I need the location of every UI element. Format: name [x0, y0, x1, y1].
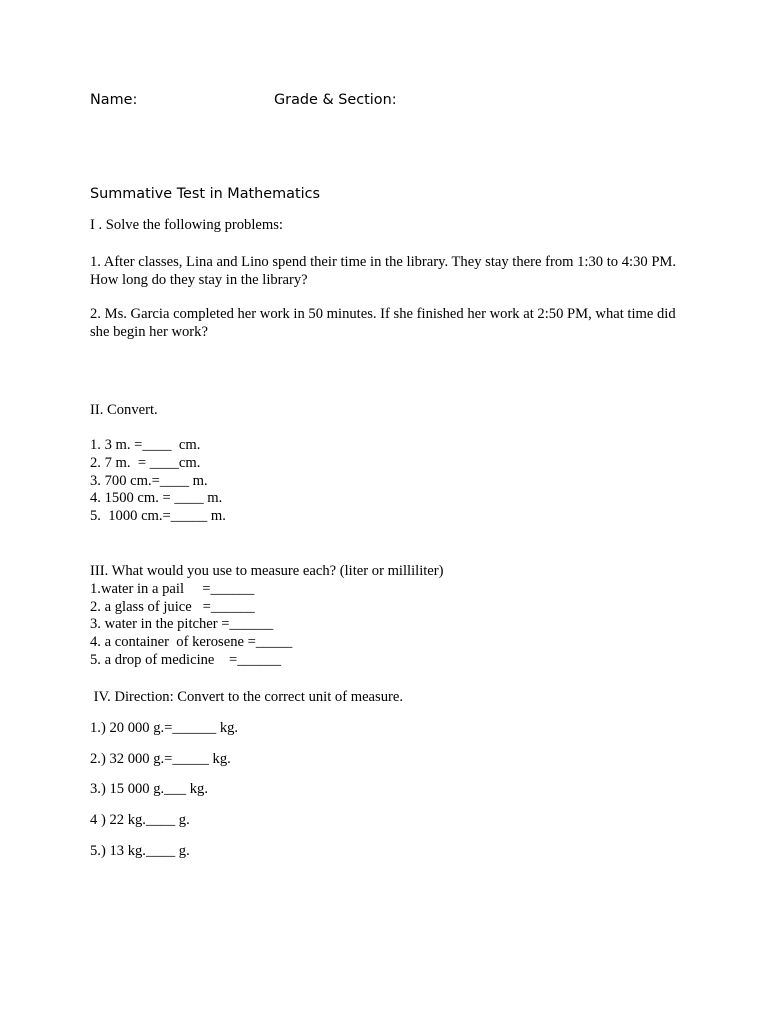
- part3-section: [90, 563, 690, 670]
- grade-section-label: Grade & Section:: [274, 92, 397, 108]
- list-item: 1. 3 m. =____ cm.: [90, 437, 201, 453]
- list-item: 4 ) 22 kg.____ g.: [90, 812, 190, 828]
- part1-heading: [90, 217, 690, 235]
- list-item: 3.) 15 000 g.___ kg.: [90, 781, 208, 797]
- list-item: 2.) 32 000 g.=_____ kg.: [90, 751, 231, 767]
- part4-heading-text: IV. Direction: Convert to the correct unit of measure.: [90, 689, 403, 705]
- list-item: 5.) 13 kg.____ g.: [90, 843, 190, 859]
- part4-item-5: [90, 843, 690, 861]
- test-title: Summative Test in Mathematics: [90, 186, 321, 202]
- part4-heading: [90, 689, 690, 707]
- part4-item-4: [90, 812, 690, 830]
- part2-heading: [90, 402, 690, 420]
- list-item: 3. water in the pitcher =______: [90, 616, 274, 633]
- part4-item-2: [90, 751, 690, 769]
- list-item: 4. a container of kerosene =_____: [90, 634, 293, 651]
- part4-item-1: [90, 720, 690, 738]
- list-item: 2. 7 m. = ____cm.: [90, 454, 201, 471]
- list-item: 1.) 20 000 g.=______ kg.: [90, 720, 239, 736]
- part2-list: [90, 437, 690, 526]
- list-item: 3. 700 cm.=____ m.: [90, 472, 208, 489]
- list-item: 5. a drop of medicine =______: [90, 651, 282, 668]
- list-item: 2. a glass of juice =______: [90, 598, 255, 615]
- part2-heading-text: II. Convert.: [90, 402, 158, 418]
- part1-problem-2: 2. Ms. Garcia completed her work in 50 minutes. If she finished her work at 2:50 PM, what time did she begin her work?: [90, 306, 676, 340]
- list-item: 1.water in a pail =______: [90, 580, 255, 597]
- part3-heading: III. What would you use to measure each? (liter or milliliter): [90, 563, 444, 579]
- name-label: Name:: [90, 92, 138, 108]
- list-item: 5. 1000 cm.=_____ m.: [90, 508, 226, 525]
- part1-heading-text: I . Solve the following problems:: [90, 217, 283, 233]
- list-item: 4. 1500 cm. = ____ m.: [90, 490, 223, 507]
- part1-problem-1: 1. After classes, Lina and Lino spend their time in the library. They stay there from 1:30 to 4:30 PM. How long do they stay in the library?: [90, 254, 677, 288]
- part4-item-3: [90, 781, 690, 799]
